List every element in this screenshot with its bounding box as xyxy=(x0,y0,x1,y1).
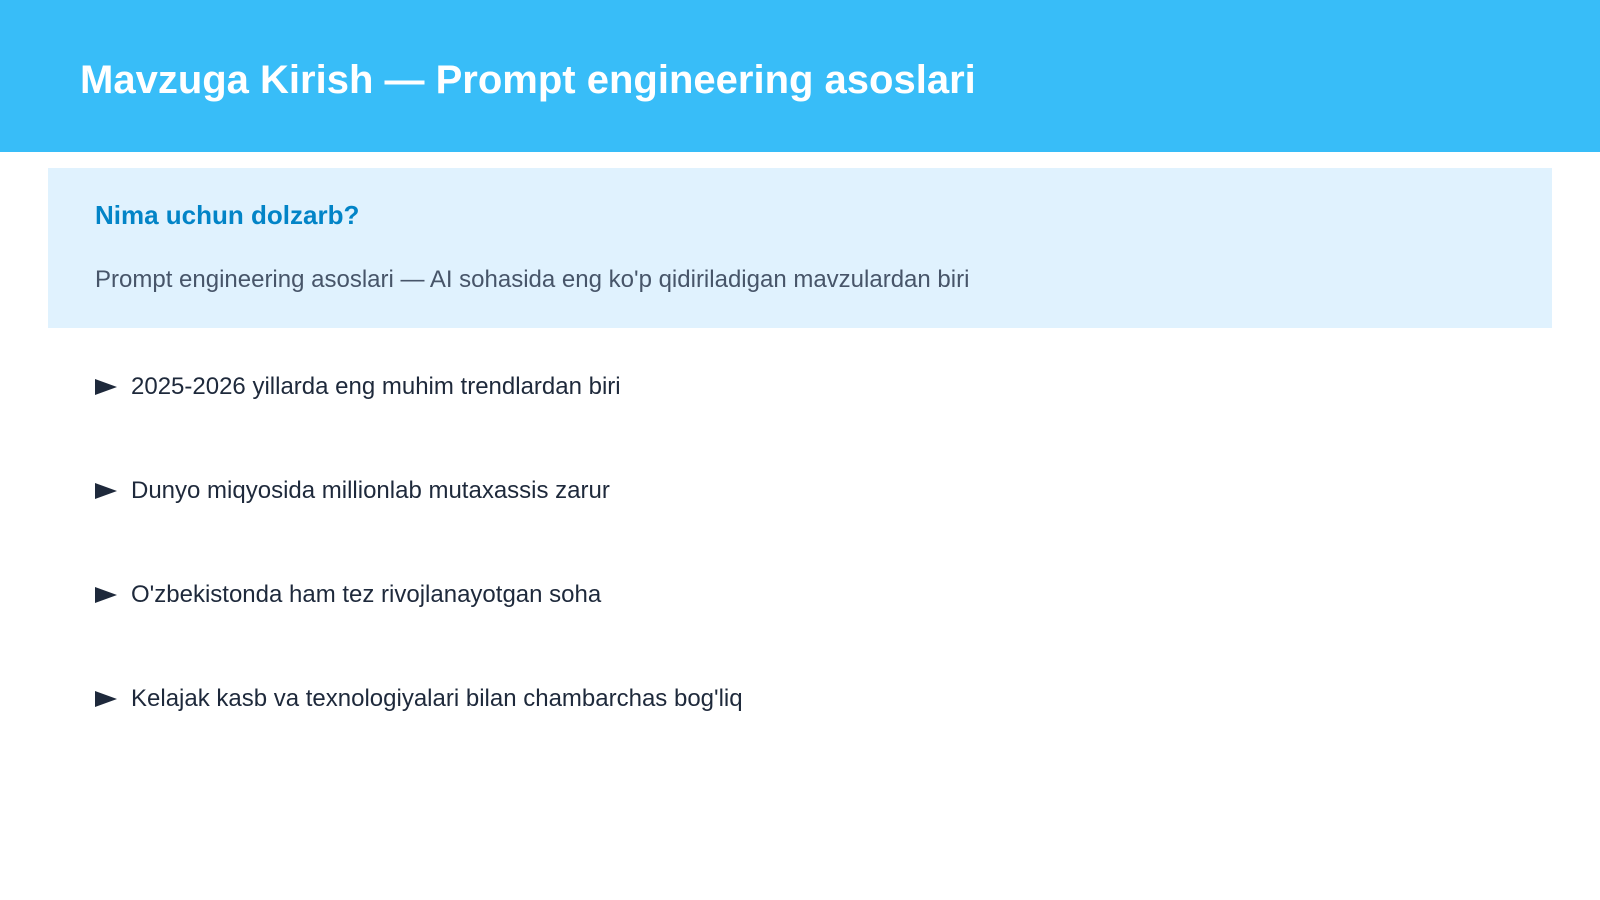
callout-heading: Nima uchun dolzarb? xyxy=(95,200,360,230)
bullet-text: O'zbekistonda ham tez rivojlanayotgan soha xyxy=(131,581,602,608)
triangle-right-icon xyxy=(95,691,117,707)
callout-box xyxy=(48,168,1552,328)
bullet-item xyxy=(95,370,743,404)
bullet-list xyxy=(95,370,743,786)
triangle-right-icon xyxy=(95,587,117,603)
bullet-text: Dunyo miqyosida millionlab mutaxassis zarur xyxy=(131,477,610,504)
bullet-item xyxy=(95,682,743,716)
slide-title: Mavzuga Kirish — Prompt engineering asoslari xyxy=(80,58,976,102)
triangle-right-icon xyxy=(95,379,117,395)
callout-text: Prompt engineering asoslari — AI sohasida eng ko'p qidiriladigan mavzulardan biri xyxy=(95,266,970,293)
bullet-item xyxy=(95,474,743,508)
bullet-text: Kelajak kasb va texnologiyalari bilan chambarchas bog'liq xyxy=(131,685,743,712)
bullet-text: 2025-2026 yillarda eng muhim trendlardan biri xyxy=(131,373,621,400)
bullet-item xyxy=(95,578,743,612)
triangle-right-icon xyxy=(95,483,117,499)
header-bar xyxy=(0,0,1600,152)
